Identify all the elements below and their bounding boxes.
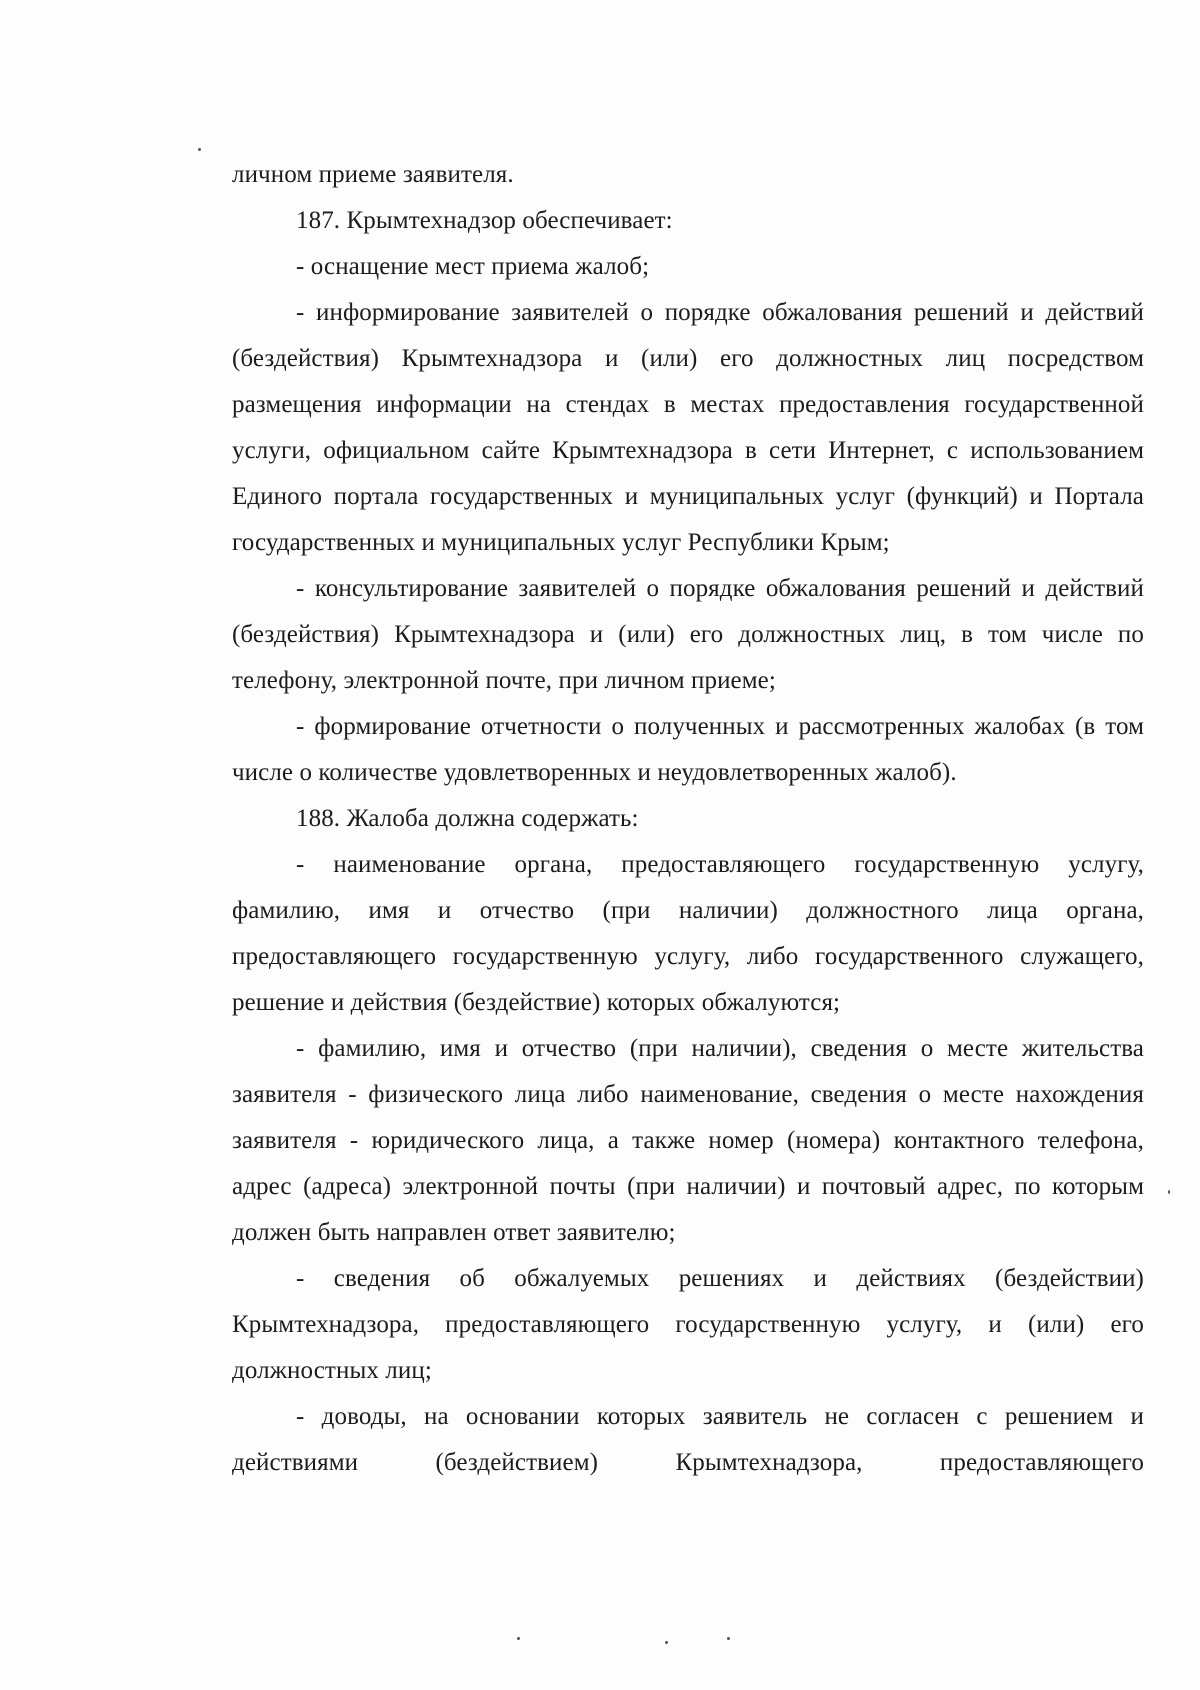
list-item-informing: - информирование заявителей о порядке обжалования решений и действий (бездействия) Крымтехнадзора и (или) его должностных лиц посредством размещения информации на стендах в местах предоставления государственной услуги, официальном сайте Крымтехнадзора в сети Интернет, с использованием Единого портала государственных и муниципальных услуг (функций) и Портала государственных и муниципальных услуг Республики Крым; [232, 299, 1144, 556]
paragraph-187-heading: 187. Крымтехнадзор обеспечивает: [296, 207, 673, 234]
list-item-consulting: - консультирование заявителей о порядке обжалования решений и действий (бездействия) Крымтехнадзора и (или) его должностных лиц, в том числе по телефону, электронной почте, при личном приеме; [232, 575, 1144, 694]
paragraph-continuation: личном приеме заявителя. [232, 161, 514, 188]
list-item-appealed-decisions: - сведения об обжалуемых решениях и действиях (бездействии) Крымтехнадзора, предоставляющего государственную услугу, и (или) его должностных лиц; [232, 1265, 1144, 1384]
scan-speck [198, 148, 201, 151]
scan-speck [517, 1637, 520, 1640]
list-item-applicant-details: - фамилию, имя и отчество (при наличии), сведения о месте жительства заявителя - физического лица либо наименование, сведения о месте нахождения заявителя - юридического лица, а также номер (номера) контактного телефона, адрес (адреса) электронной почты (при наличии) и почтовый адрес, по которым должен быть направлен ответ заявителю; [232, 1035, 1144, 1246]
scan-speck [1168, 1190, 1170, 1194]
list-item-reporting: - формирование отчетности о полученных и рассмотренных жалобах (в том числе о количестве удовлетворенных и неудовлетворенных жалоб). [232, 713, 1144, 786]
document-body [232, 152, 1144, 1486]
paragraph-188-heading: 188. Жалоба должна содержать: [296, 805, 639, 832]
list-item-equipment: - оснащение мест приема жалоб; [296, 253, 650, 280]
scan-speck [727, 1637, 730, 1640]
list-item-authority-name: - наименование органа, предоставляющего государственную услугу, фамилию, имя и отчество (при наличии) должностного лица органа, предоставляющего государственную услугу, либо государственного служащего, решение и действия (бездействие) которых обжалуются; [232, 851, 1144, 1016]
list-item-arguments: - доводы, на основании которых заявитель не согласен с решением и действиями (бездействием) Крымтехнадзора, предоставляющего [232, 1403, 1144, 1476]
scan-speck [665, 1641, 668, 1644]
